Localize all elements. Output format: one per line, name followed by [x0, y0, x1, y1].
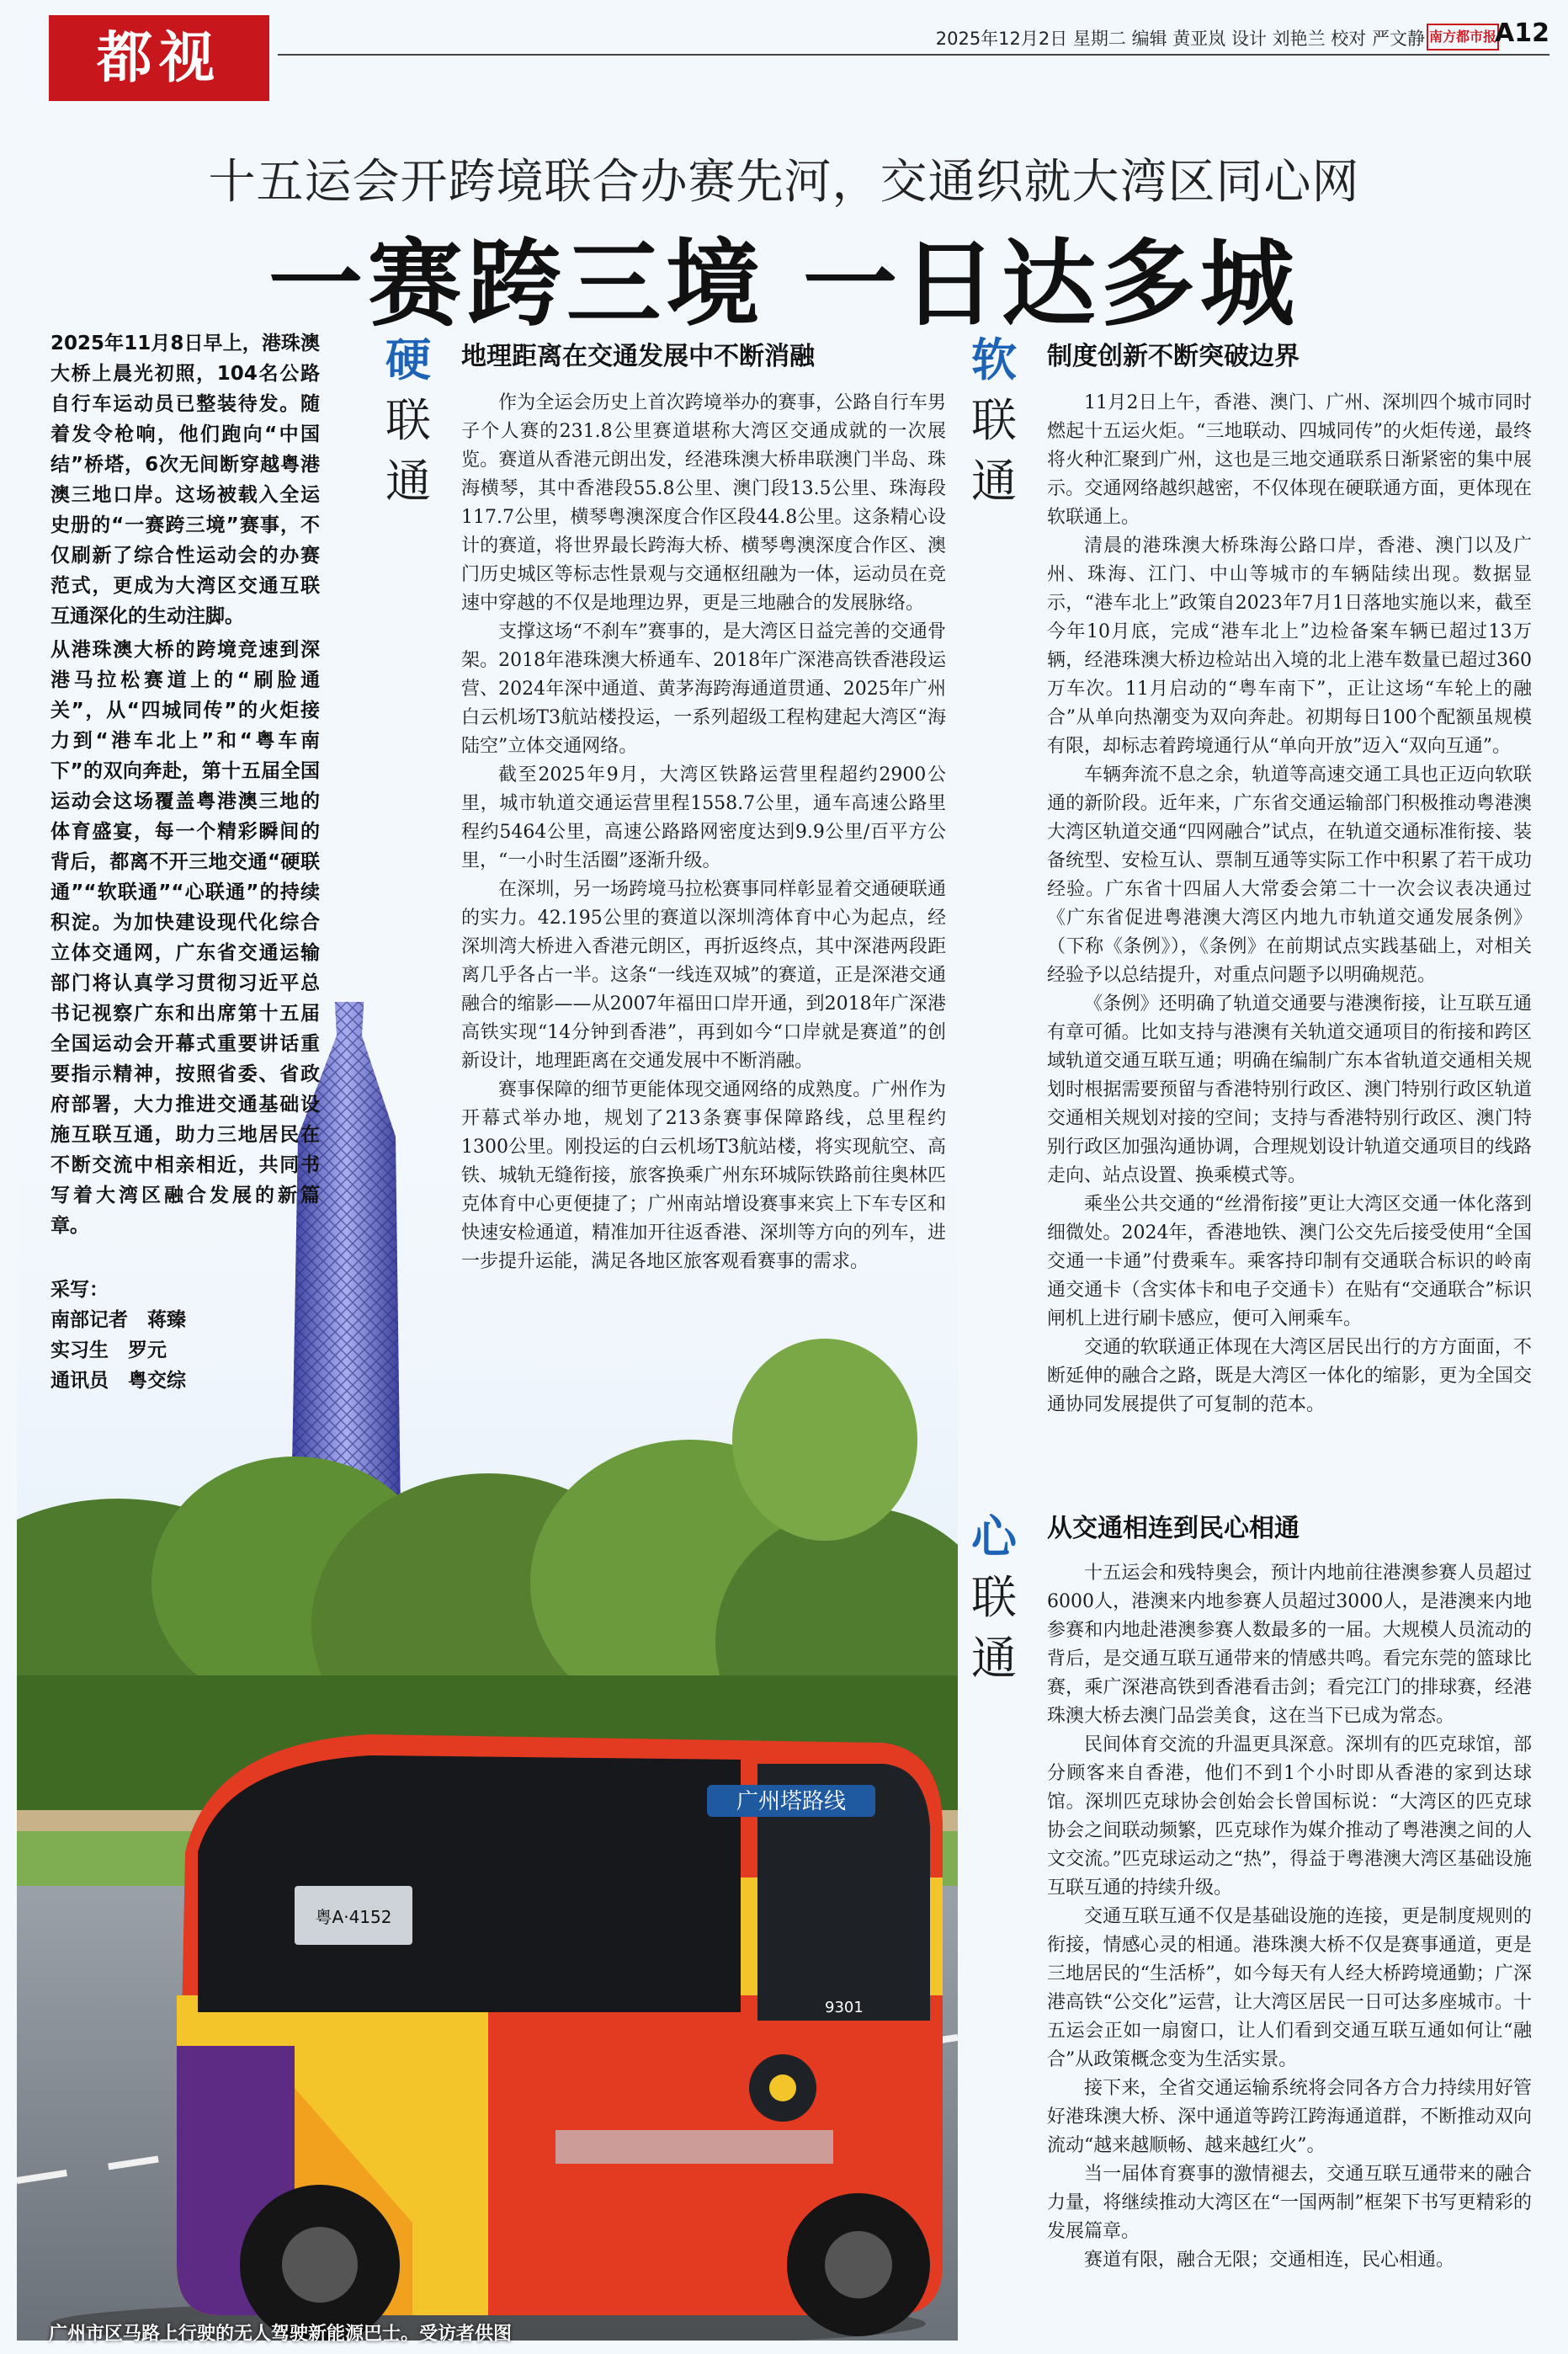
body-paragraph: 交通互联互通不仅是基础设施的连接，更是制度规则的衔接，情感心灵的相通。港珠澳大桥不仅是赛事通道，更是三地居民的“生活桥”，如今每天有人经大桥跨境通勤；广深港高铁“公交化”运营，让大湾区居民一日可达多座城市。十五运会正如一扇窗口，让人们看到交通互联互通如何让“融合”从政策概念变为生活实景。	[1047, 1906, 1532, 2070]
label-char: 通	[971, 455, 1017, 508]
body-paragraph: 交通的软联通正体现在大湾区居民出行的方方面面，不断延伸的融合之路，既是大湾区一体化的缩影，更为全国交通协同发展提供了可复制的范本。	[1047, 1337, 1532, 1415]
bus-route-sign: 广州塔路线	[736, 1789, 847, 1814]
hard-connect-label	[382, 330, 434, 512]
credits-label: 采写：	[50, 1279, 109, 1301]
body-paragraph: 当一届体育赛事的激情褪去，交通互联互通带来的融合力量，将继续推动大湾区在“一国两制”框架下书写更精彩的发展篇章。	[1047, 2164, 1532, 2242]
label-char: 通	[385, 455, 431, 508]
label-char: 软	[971, 333, 1017, 386]
body-paragraph: 十五运会和残特奥会，预计内地前往港澳参赛人员超过6000人，港澳来内地参赛人员超过3000人，是港澳来内地参赛和内地赴港澳参赛人数最多的一届。大规模人员流动的背后，是交通互联互通带来的情感共鸣。看完东莞的篮球比赛，乘广深港高铁到香港看击剑；看完江门的排球赛，经港珠澳大桥去澳门品尝美食，这在当下已成为常态。	[1047, 1563, 1532, 1727]
body-paragraph: 车辆奔流不息之余，轨道等高速交通工具也正迈向软联通的新阶段。近年来，广东省交通运输部门积极推动粤港澳大湾区轨道交通“四网融合”试点，在轨道交通标准衔接、装备统型、安检互认、票制互通等实际工作中积累了若干成功经验。广东省十四届人大常委会第二十一次会议表决通过《广东省促进粤港澳大湾区内地九市轨道交通发展条例》（下称《条例》），《条例》在前期试点实践基础上，对相关经验予以总结提升，对重点问题予以明确规范。	[1047, 764, 1532, 986]
credit-line: 通讯员 粤交综	[50, 1370, 186, 1392]
bus-plate-text: 粤A·4152	[315, 1907, 392, 1927]
section-badge: 都视	[49, 15, 269, 101]
page-number: A12	[1495, 19, 1549, 48]
subtitle: 十五运会开跨境联合办赛先河，交通织就大湾区同心网	[208, 155, 1360, 210]
label-char: 联	[385, 394, 431, 447]
label-char: 硬	[385, 333, 431, 386]
header-rule	[278, 54, 1549, 56]
label-char: 心	[971, 1510, 1017, 1563]
intro-paragraph: 2025年11月8日早上，港珠澳大桥上晨光初照，104名公路自行车运动员已整装待发。随着发令枪响，他们跑向“中国结”桥塔，6次无间断穿越粤港澳三地口岸。这场被载入全运史册的“一赛跨三境”赛事，不仅刷新了综合性运动会的办赛范式，更成为大湾区交通互联互通深化的生动注脚。	[50, 333, 320, 627]
body-paragraph: 在深圳，另一场跨境马拉松赛事同样彰显着交通硬联通的实力。42.195公里的赛道以深圳湾体育中心为起点，经深圳湾大桥进入香港元朗区，再折返终点，其中深港两段距离几乎各占一半。这条“一线连双城”的赛道，正是深港交通融合的缩影——从2007年福田口岸开通，到2018年广深港高铁实现“14分钟到香港”，再到如今“口岸就是赛道”的创新设计，地理距离在交通发展中不断消融。	[461, 879, 946, 1072]
bus-number: 9301	[825, 1999, 864, 2016]
body-paragraph: 作为全运会历史上首次跨境举办的赛事，公路自行车男子个人赛的231.8公里赛道堪称大湾区交通成就的一次展览。赛道从香港元朗出发，经港珠澳大桥串联澳门半岛、珠海横琴，其中香港段55.8公里、澳门段13.5公里、珠海段117.7公里，横琴粤澳深度合作区段44.8公里。这条精心设计的赛道，将世界最长跨海大桥、横琴粤澳深度合作区、澳门历史城区等标志性景观与交通枢纽融为一体，运动员在竞速中穿越的不仅是地理边界，更是三地融合的发展脉络。	[461, 392, 946, 614]
credit-line: 南部记者 蒋臻	[50, 1309, 186, 1331]
body-paragraph: 《条例》还明确了轨道交通要与港澳衔接，让互联互通有章可循。比如支持与港澳有关轨道交通项目的衔接和跨区域轨道交通互联互通；明确在编制广东本省轨道交通相关规划时根据需要预留与香港特别行政区、澳门特别行政区轨道交通相关规划对接的空间；支持与香港特别行政区、澳门特别行政区加强沟通协调，合理规划设计轨道交通项目的线路走向、站点设置、换乘模式等。	[1047, 993, 1532, 1186]
body-paragraph: 11月2日上午，香港、澳门、广州、深圳四个城市同时燃起十五运火炬。“三地联动、四城同传”的火炬传递，最终将火种汇聚到广州，这也是三地交通联系日渐紧密的集中展示。交通网络越织越密，不仅体现在硬联通方面，更体现在软联通上。	[1047, 392, 1532, 528]
label-char: 通	[971, 1632, 1017, 1685]
intro-column	[50, 328, 320, 1396]
body-paragraph: 赛事保障的细节更能体现交通网络的成熟度。广州作为开幕式举办地，规划了213条赛事保障路线，总里程约1300公里。刚投运的白云机场T3航站楼，将实现航空、高铁、城轨无缝衔接，旅客换乘广州东环城际铁路前往奥林匹克体育中心更便捷了；广州南站增设赛事来宾上下车专区和快速安检通道，精准加开往返香港、深圳等方向的列车，进一步提升运能，满足各地区旅客观看赛事的需求。	[461, 1079, 946, 1272]
heart-connect-label	[968, 1507, 1020, 1689]
paper-logo: 南方都市报	[1427, 24, 1499, 51]
body-paragraph: 接下来，全省交通运输系统将会同各方合力持续用好管好港珠澳大桥、深中通道等跨江跨海通道群，不断推动双向流动“越来越顺畅、越来越红火”。	[1047, 2078, 1532, 2156]
header-info: 2025年12月2日 星期二 编辑 黄亚岚 设计 刘艳兰 校对 严文静	[935, 29, 1425, 49]
soft-connect-body	[1047, 389, 1532, 1419]
soft-connect-label	[968, 330, 1020, 512]
soft-connect-heading: 制度创新不断突破边界	[1047, 342, 1300, 371]
photo-caption: 广州市区马路上行驶的无人驾驶新能源巴士。受访者供图	[49, 2324, 513, 2345]
body-paragraph: 清晨的港珠澳大桥珠海公路口岸，香港、澳门以及广州、珠海、江门、中山等城市的车辆陆续出现。数据显示，“港车北上”政策自2023年7月1日落地实施以来，截至今年10月底，完成“港车北上”边检备案车辆已超过13万辆，经港珠澳大桥边检站出入境的北上港车数量已超过360万车次。11月启动的“粤车南下”，正让这场“车轮上的融合”从单向热潮变为双向奔赴。初期每日100个配额虽规模有限，却标志着跨境通行从“单向开放”迈入“双向互通”。	[1047, 535, 1532, 757]
credit-line: 实习生 罗元	[50, 1339, 167, 1361]
heart-connect-body	[1047, 1559, 1532, 2275]
body-paragraph: 截至2025年9月，大湾区铁路运营里程超约2900公里，城市轨道交通运营里程1558.7公里，通车高速公路里程约5464公里，高速公路路网密度达到9.9公里/百平方公里，“一小时生活圈”逐渐升级。	[461, 764, 946, 871]
main-title: 一赛跨三境 一日达多城	[268, 230, 1300, 339]
body-paragraph: 乘坐公共交通的“丝滑衔接”更让大湾区交通一体化落到细微处。2024年，香港地铁、澳门公交先后接受使用“全国交通一卡通”付费乘车。乘客持印制有交通联合标识的岭南通交通卡（含实体卡和电子交通卡）在贴有“交通联合”标识闸机上进行刷卡感应，便可入闸乘车。	[1047, 1194, 1532, 1329]
intro-paragraph: 从港珠澳大桥的跨境竞速到深港马拉松赛道上的“刷脸通关”，从“四城同传”的火炬接力到“港车北上”和“粤车南下”的双向奔赴，第十五届全国运动会这场覆盖粤港澳三地的体育盛宴，每一个精彩瞬间的背后，都离不开三地交通“硬联通”“软联通”“心联通”的持续积淀。为加快建设现代化综合立体交通网，广东省交通运输部门将认真学习贯彻习近平总书记视察广东和出席第十五届全国运动会开幕式重要讲话重要指示精神，按照省委、省政府部署，大力推进交通基础设施互联互通，助力三地居民在不断交流中相亲相近，共同书写着大湾区融合发展的新篇章。	[50, 639, 320, 1237]
body-paragraph: 赛道有限，融合无限；交通相连，民心相通。	[1084, 2250, 1455, 2271]
hard-connect-heading: 地理距离在交通发展中不断消融	[461, 342, 815, 371]
hard-connect-body	[461, 389, 946, 1276]
credits	[50, 1275, 320, 1396]
masthead	[0, 0, 1568, 93]
label-char: 联	[971, 394, 1017, 447]
heart-connect-heading: 从交通相连到民心相通	[1047, 1514, 1300, 1543]
body-paragraph: 民间体育交流的升温更具深意。深圳有的匹克球馆，部分顾客来自香港，他们不到1个小时即从香港的家到达球馆。深圳匹克球协会创始会长曾国标说：“大湾区的匹克球协会之间联动频繁，匹克球作为媒介推动了粤港澳之间的人文交流。”匹克球运动之“热”，得益于粤港澳大湾区基础设施互联互通的持续升级。	[1047, 1734, 1532, 1899]
label-char: 联	[971, 1571, 1017, 1624]
body-paragraph: 支撑这场“不刹车”赛事的，是大湾区日益完善的交通骨架。2018年港珠澳大桥通车、2018年广深港高铁香港段运营、2024年深中通道、黄茅海跨海通道贯通、2025年广州白云机场T3航站楼投运，一系列超级工程构建起大湾区“海陆空”立体交通网络。	[461, 621, 946, 757]
